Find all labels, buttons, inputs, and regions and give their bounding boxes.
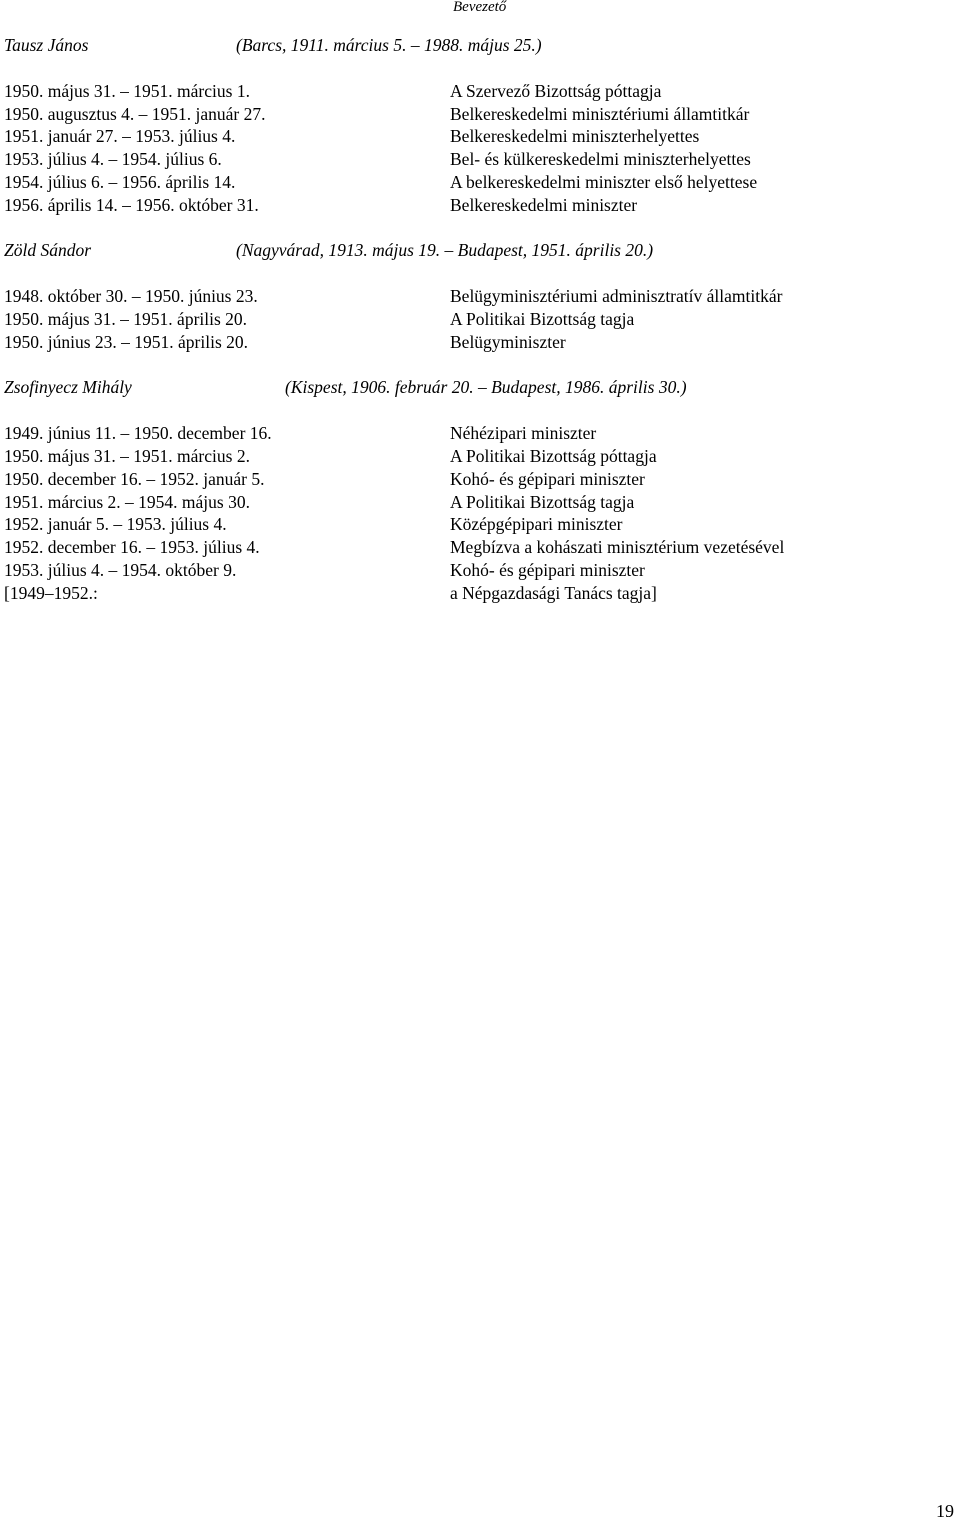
entry-role: Belügyminiszter bbox=[450, 332, 566, 352]
entry-role: A Politikai Bizottság tagja bbox=[450, 309, 635, 329]
entry-period: 1953. július 4. – 1954. október 9. bbox=[4, 560, 237, 580]
entry-period: 1948. október 30. – 1950. június 23. bbox=[4, 286, 258, 306]
entry-period: 1950. május 31. – 1951. március 1. bbox=[4, 81, 250, 101]
person-name: Tausz János bbox=[4, 35, 89, 55]
entry-period: 1950. június 23. – 1951. április 20. bbox=[4, 332, 249, 352]
entry-period: 1954. július 6. – 1956. április 14. bbox=[4, 172, 236, 192]
entry-period: [1949–1952.: bbox=[4, 583, 98, 603]
entry-role: Kohó- és gépipari miniszter bbox=[450, 469, 645, 489]
entry-role: A belkereskedelmi miniszter első helyettese bbox=[450, 172, 758, 192]
running-header: Bevezető bbox=[453, 0, 507, 15]
entry-period: 1949. június 11. – 1950. december 16. bbox=[4, 423, 272, 443]
entry-role: Kohó- és gépipari miniszter bbox=[450, 560, 645, 580]
entry-role: Bel- és külkereskedelmi miniszterhelyettes bbox=[450, 149, 751, 169]
entry-role: Megbízva a kohászati minisztérium vezetésével bbox=[450, 537, 785, 557]
entry-role: Belkereskedelmi miniszter bbox=[450, 195, 638, 215]
entry-role: A Politikai Bizottság póttagja bbox=[450, 446, 657, 466]
entry-role: Néhézipari miniszter bbox=[450, 423, 597, 443]
entry-role: A Politikai Bizottság tagja bbox=[450, 492, 635, 512]
entry-role: Belügyminisztériumi adminisztratív államtitkár bbox=[450, 286, 783, 306]
entry-period: 1952. január 5. – 1953. július 4. bbox=[4, 514, 227, 534]
entry-role: a Népgazdasági Tanács tagja] bbox=[450, 583, 657, 603]
entry-period: 1951. január 27. – 1953. július 4. bbox=[4, 126, 236, 146]
entry-period: 1953. július 4. – 1954. július 6. bbox=[4, 149, 222, 169]
entry-role: Belkereskedelmi minisztériumi államtitkár bbox=[450, 104, 750, 124]
person-life-dates: (Barcs, 1911. március 5. – 1988. május 25.) bbox=[236, 35, 542, 55]
entry-period: 1950. augusztus 4. – 1951. január 27. bbox=[4, 104, 266, 124]
entry-period: 1952. december 16. – 1953. július 4. bbox=[4, 537, 260, 557]
person-name: Zöld Sándor bbox=[4, 240, 92, 260]
entry-role: A Szervező Bizottság póttagja bbox=[450, 81, 662, 101]
person-life-dates: (Kispest, 1906. február 20. – Budapest, 1986. április 30.) bbox=[285, 377, 687, 397]
entry-period: 1956. április 14. – 1956. október 31. bbox=[4, 195, 259, 215]
person-life-dates: (Nagyvárad, 1913. május 19. – Budapest, 1951. április 20.) bbox=[236, 240, 654, 260]
entry-role: Középgépipari miniszter bbox=[450, 514, 623, 534]
page-number: 19 bbox=[936, 1501, 954, 1521]
entry-period: 1951. március 2. – 1954. május 30. bbox=[4, 492, 250, 512]
entry-period: 1950. május 31. – 1951. április 20. bbox=[4, 309, 248, 329]
entry-period: 1950. május 31. – 1951. március 2. bbox=[4, 446, 250, 466]
person-name: Zsofinyecz Mihály bbox=[4, 377, 132, 397]
entry-period: 1950. december 16. – 1952. január 5. bbox=[4, 469, 265, 489]
entry-role: Belkereskedelmi miniszterhelyettes bbox=[450, 126, 700, 146]
